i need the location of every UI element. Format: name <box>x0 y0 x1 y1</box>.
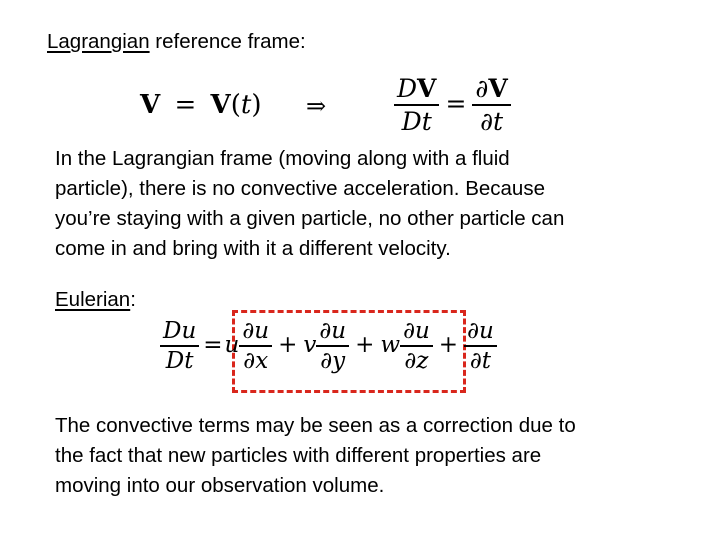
lagrangian-paragraph <box>55 144 564 264</box>
eq-vector-v: V <box>140 90 161 120</box>
paragraph-line: come in and bring with it a different velocity. <box>55 237 451 260</box>
eq-time-t: t <box>240 90 252 120</box>
velocity-u: u <box>224 332 240 358</box>
lagrangian-equation-right: $\frac{DV}{Dt}$ = $\frac{\partial V}{\partial t}$ <box>394 74 511 136</box>
lagrangian-title: Lagrangian <box>47 30 150 53</box>
lagrangian-equation-left: V = V(t) <box>140 90 262 120</box>
du-dz-fraction: $\frac{\partial u}{\partial z}$ <box>400 318 433 374</box>
material-derivative-fraction: $\frac{DV}{Dt}$ <box>394 74 439 136</box>
eq-vector-v-func: V <box>210 90 231 120</box>
paragraph-line: particle), there is no convective acceleration. Because <box>55 177 545 200</box>
eulerian-lhs-fraction: $\frac{Du}{Dt}$ <box>160 318 199 374</box>
velocity-w: w <box>380 332 401 358</box>
eulerian-heading: Eulerian: <box>55 288 136 311</box>
eulerian-equation: $\frac{Du}{Dt}$ =u $\frac{\partial u}{\partial x}$ + v $\frac{\partial u}{\partial y}$ + w $\frac{\partial u}{\partial z}$ + $\frac{\partial u}{\partial t}$ <box>160 318 497 374</box>
paragraph-line: In the Lagrangian frame (moving along with a fluid <box>55 147 510 170</box>
du-dy-fraction: $\frac{\partial u}{\partial y}$ <box>316 318 349 374</box>
lagrangian-heading <box>47 27 306 57</box>
partial-derivative-fraction: $\frac{\partial V}{\partial t}$ <box>472 74 510 136</box>
paragraph-line: the fact that new particles with different properties are <box>55 444 542 467</box>
paragraph-line: moving into our observation volume. <box>55 474 385 497</box>
eulerian-title: Eulerian <box>55 288 131 311</box>
paragraph-line: you’re staying with a given particle, no other particle can <box>55 207 565 230</box>
implies-arrow: ⇒ <box>306 92 327 120</box>
velocity-v: v <box>303 332 317 358</box>
du-dx-fraction: $\frac{\partial u}{\partial x}$ <box>239 318 272 374</box>
eq-equals-sign: = <box>174 90 197 120</box>
lagrangian-title-rest: reference frame: <box>149 30 306 53</box>
du-dt-fraction: $\frac{\partial u}{\partial t}$ <box>464 318 497 374</box>
paragraph-line: The convective terms may be seen as a correction due to <box>55 414 576 437</box>
eulerian-paragraph <box>55 411 576 501</box>
